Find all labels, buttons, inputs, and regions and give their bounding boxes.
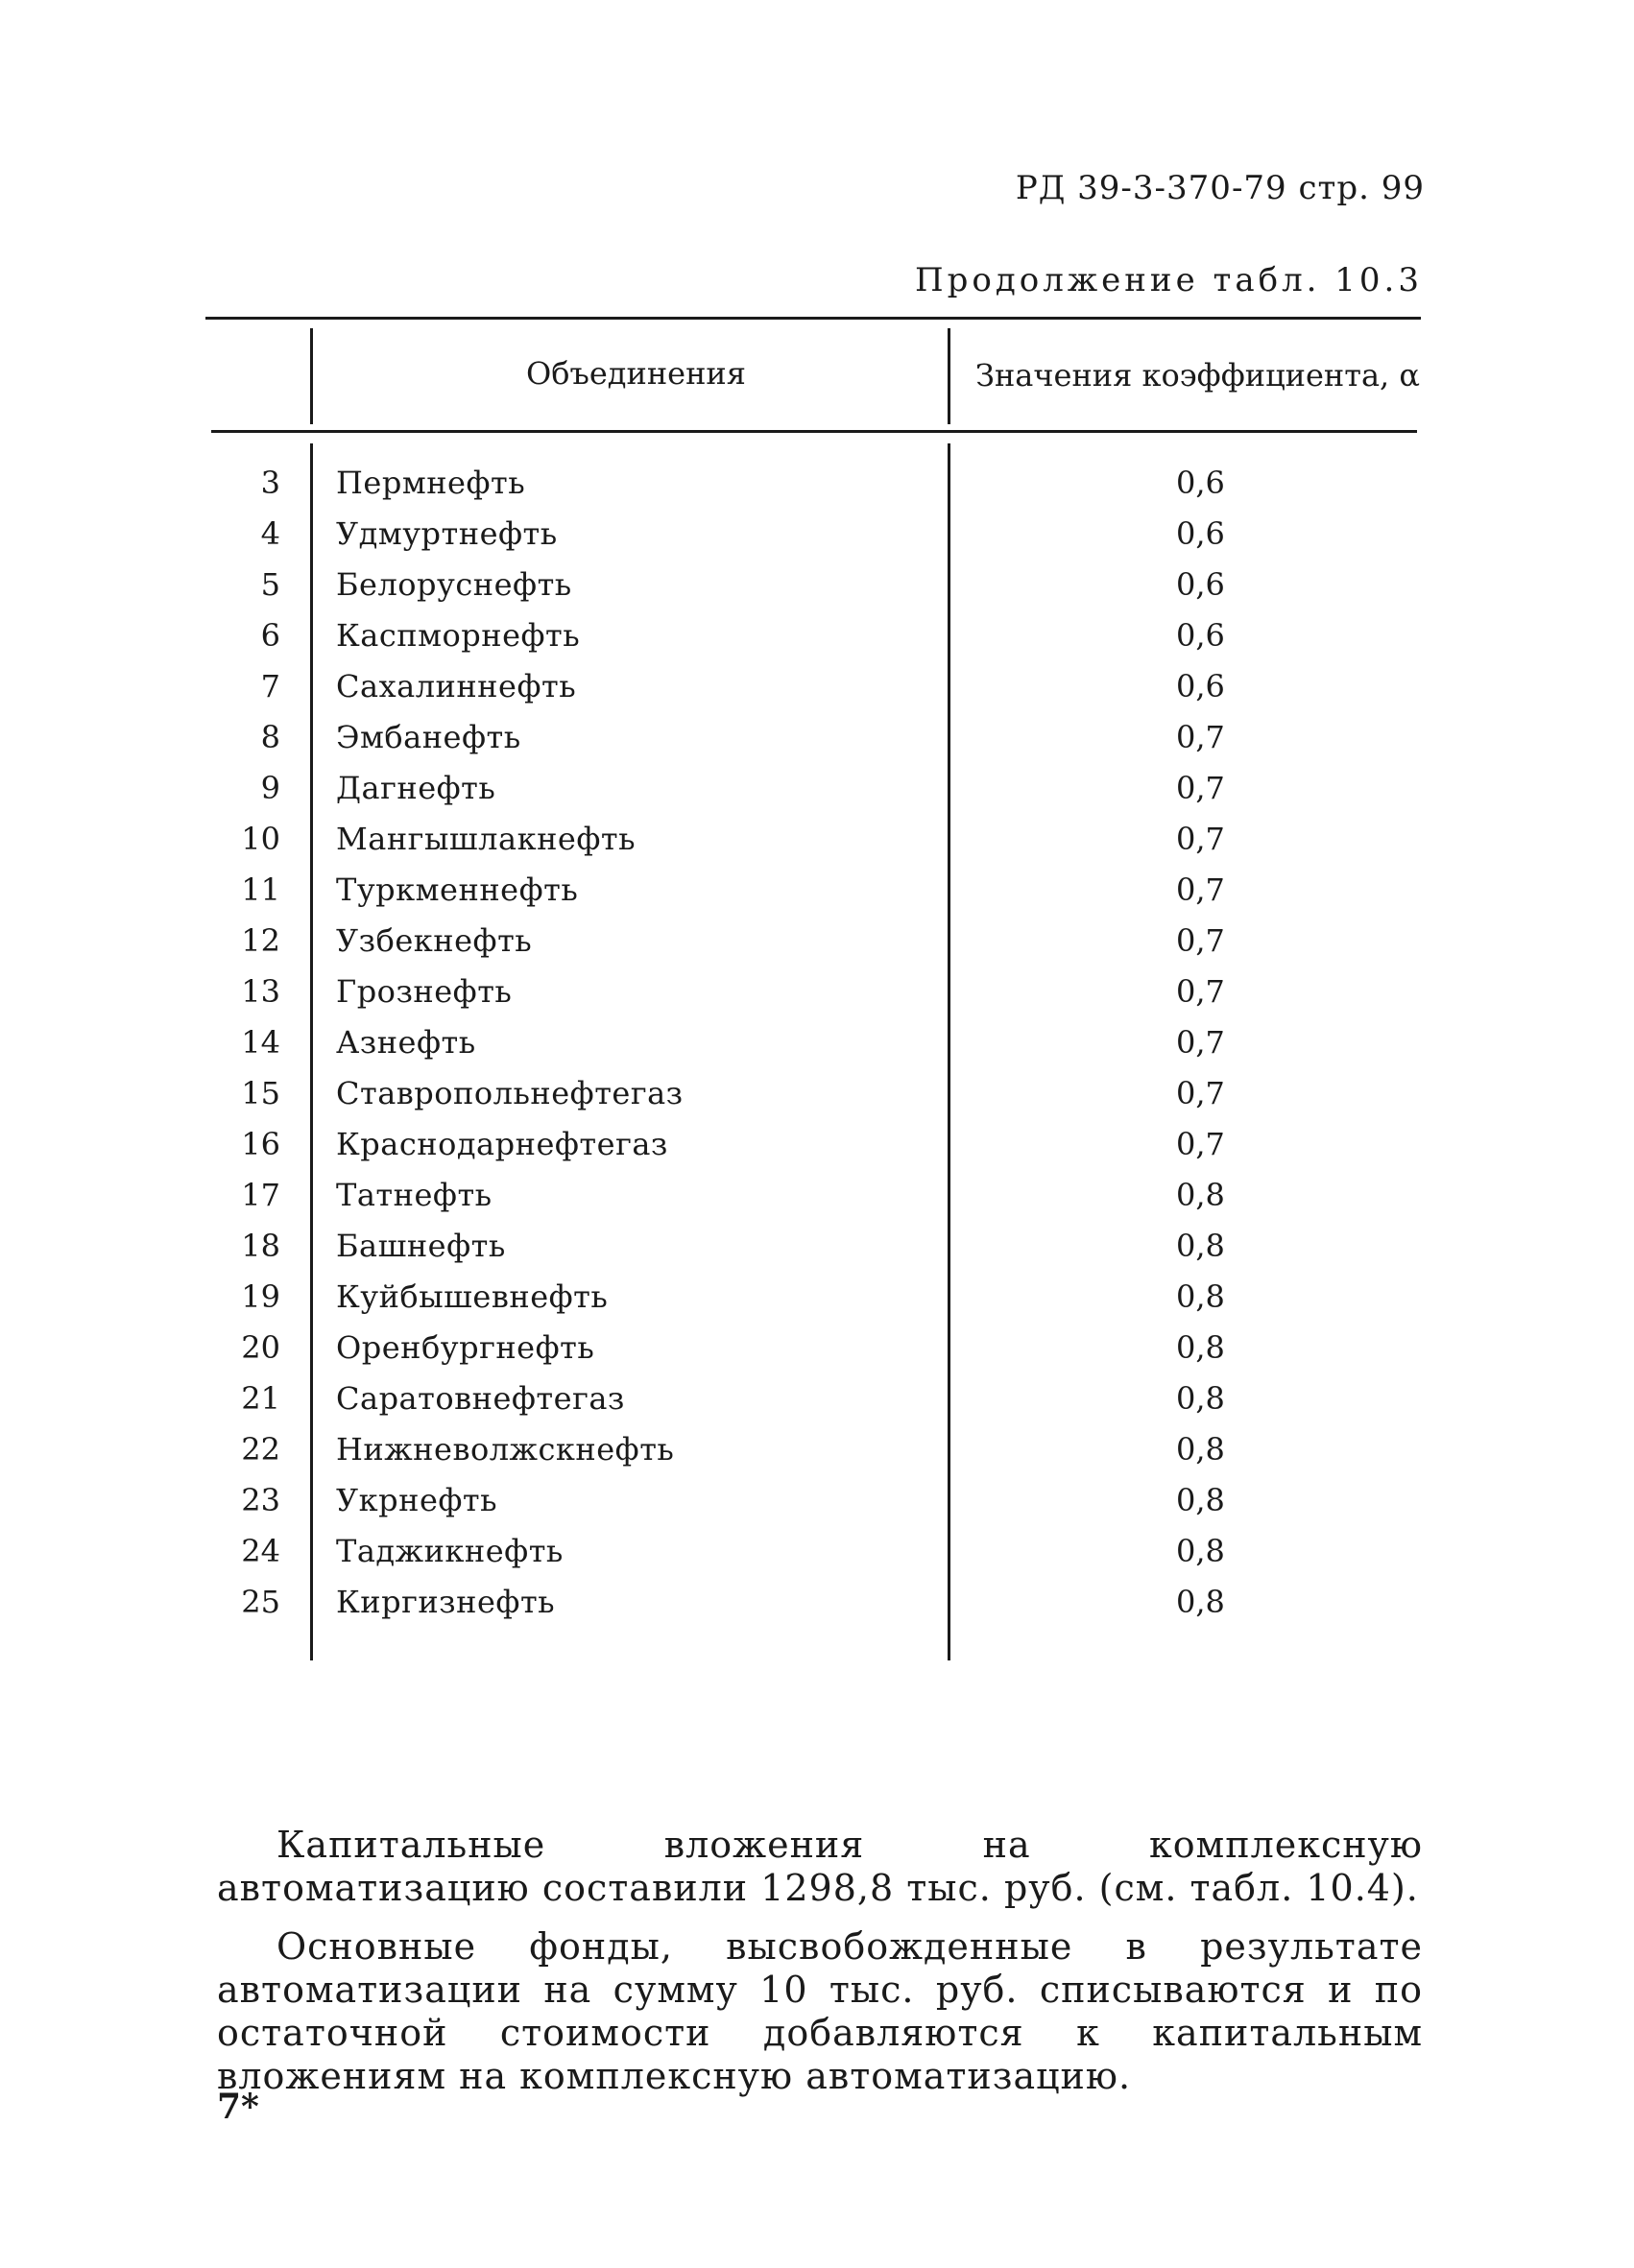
paragraph-fixed-assets: Основные фонды, высвобожденные в результате автоматизации на сумму 10 тыс. руб. списываются и по остаточной стоимости добавляются к капитальным вложениям на комплексную автоматизацию. <box>217 1925 1423 2097</box>
table-row <box>0 1228 1634 1278</box>
table-row <box>0 1075 1634 1126</box>
association-name: Дагнефть <box>336 770 496 806</box>
table-row <box>0 719 1634 770</box>
association-name: Оренбургнефть <box>336 1329 595 1366</box>
coefficient-value: 0,7 <box>1176 821 1225 857</box>
table-top-rule <box>205 317 1421 320</box>
table-row <box>0 1329 1634 1380</box>
coefficient-value: 0,8 <box>1176 1482 1225 1518</box>
row-number: 5 <box>260 566 280 603</box>
association-name: Краснодарнефтегаз <box>336 1126 668 1162</box>
table-row <box>0 1584 1634 1635</box>
row-number: 20 <box>241 1329 280 1366</box>
coefficient-value: 0,8 <box>1176 1177 1225 1213</box>
association-name: Куйбышевнефть <box>336 1278 609 1315</box>
row-number: 6 <box>260 617 280 654</box>
row-number: 4 <box>260 515 280 552</box>
row-number: 14 <box>241 1024 280 1061</box>
association-name: Татнефть <box>336 1177 493 1213</box>
table-row <box>0 973 1634 1024</box>
table-header-divider-left <box>310 328 313 424</box>
row-number: 21 <box>241 1380 280 1417</box>
coefficient-value: 0,8 <box>1176 1278 1225 1315</box>
paragraph-capital-investment: Капитальные вложения на комплексную автоматизацию составили 1298,8 тыс. руб. (см. табл. 10.4). <box>217 1824 1423 1909</box>
association-name: Башнефть <box>336 1228 506 1264</box>
association-name: Саратовнефтегаз <box>336 1380 625 1417</box>
association-name: Грознефть <box>336 973 513 1010</box>
association-name: Нижневолжскнефть <box>336 1431 675 1468</box>
association-name: Туркменнефть <box>336 871 579 908</box>
coefficient-value: 0,7 <box>1176 922 1225 959</box>
coefficient-value: 0,7 <box>1176 1075 1225 1111</box>
row-number: 11 <box>241 871 280 908</box>
signature-mark: 7* <box>217 2087 259 2127</box>
column-header-coefficient: Значения коэффициента, α <box>975 357 1420 394</box>
coefficient-value: 0,8 <box>1176 1329 1225 1366</box>
row-number: 19 <box>241 1278 280 1315</box>
coefficient-value: 0,6 <box>1176 566 1225 603</box>
coefficient-value: 0,6 <box>1176 668 1225 704</box>
table-row <box>0 515 1634 566</box>
row-number: 24 <box>241 1533 280 1569</box>
association-name: Пермнефть <box>336 465 526 501</box>
table-row <box>0 1126 1634 1177</box>
association-name: Эмбанефть <box>336 719 521 755</box>
table-row <box>0 1380 1634 1431</box>
table-row <box>0 922 1634 973</box>
table-row <box>0 617 1634 668</box>
row-number: 15 <box>241 1075 280 1111</box>
row-number: 17 <box>241 1177 280 1213</box>
table-row <box>0 1024 1634 1075</box>
row-number: 8 <box>260 719 280 755</box>
row-number: 10 <box>241 821 280 857</box>
association-name: Узбекнефть <box>336 922 533 959</box>
coefficient-value: 0,6 <box>1176 465 1225 501</box>
table-row <box>0 1431 1634 1482</box>
coefficient-value: 0,7 <box>1176 770 1225 806</box>
table-row <box>0 1482 1634 1533</box>
coefficient-value: 0,7 <box>1176 871 1225 908</box>
row-number: 13 <box>241 973 280 1010</box>
row-number: 9 <box>260 770 280 806</box>
coefficient-value: 0,6 <box>1176 617 1225 654</box>
coefficient-value: 0,8 <box>1176 1431 1225 1468</box>
table-header-divider-right <box>948 328 950 424</box>
row-number: 16 <box>241 1126 280 1162</box>
table-row <box>0 1533 1634 1584</box>
coefficient-value: 0,8 <box>1176 1584 1225 1620</box>
row-number: 3 <box>260 465 280 501</box>
association-name: Сахалиннефть <box>336 668 577 704</box>
association-name: Таджикнефть <box>336 1533 564 1569</box>
coefficient-value: 0,7 <box>1176 973 1225 1010</box>
association-name: Киргизнефть <box>336 1584 556 1620</box>
table-row <box>0 1278 1634 1329</box>
association-name: Удмуртнефть <box>336 515 558 552</box>
table-row <box>0 770 1634 821</box>
coefficient-value: 0,8 <box>1176 1228 1225 1264</box>
table-row <box>0 871 1634 922</box>
row-number: 18 <box>241 1228 280 1264</box>
table-header-rule <box>211 430 1417 433</box>
association-name: Азнефть <box>336 1024 476 1061</box>
coefficient-value: 0,7 <box>1176 719 1225 755</box>
coefficient-value: 0,7 <box>1176 1024 1225 1061</box>
coefficient-value: 0,8 <box>1176 1533 1225 1569</box>
table-row <box>0 566 1634 617</box>
association-name: Каспморнефть <box>336 617 581 654</box>
row-number: 7 <box>260 668 280 704</box>
association-name: Мангышлакнефть <box>336 821 636 857</box>
column-header-associations: Объединения <box>526 355 746 392</box>
table-row <box>0 668 1634 719</box>
table-row <box>0 821 1634 871</box>
association-name: Белоруснефть <box>336 566 572 603</box>
row-number: 25 <box>241 1584 280 1620</box>
row-number: 22 <box>241 1431 280 1468</box>
coefficient-value: 0,6 <box>1176 515 1225 552</box>
row-number: 12 <box>241 922 280 959</box>
coefficient-value: 0,7 <box>1176 1126 1225 1162</box>
document-reference: РД 39-3-370-79 стр. 99 <box>1015 169 1425 207</box>
row-number: 23 <box>241 1482 280 1518</box>
association-name: Укрнефть <box>336 1482 498 1518</box>
table-caption: Продолжение табл. 10.3 <box>914 261 1423 299</box>
association-name: Ставропольнефтегаз <box>336 1075 684 1111</box>
table-row <box>0 465 1634 515</box>
coefficient-value: 0,8 <box>1176 1380 1225 1417</box>
table-row <box>0 1177 1634 1228</box>
